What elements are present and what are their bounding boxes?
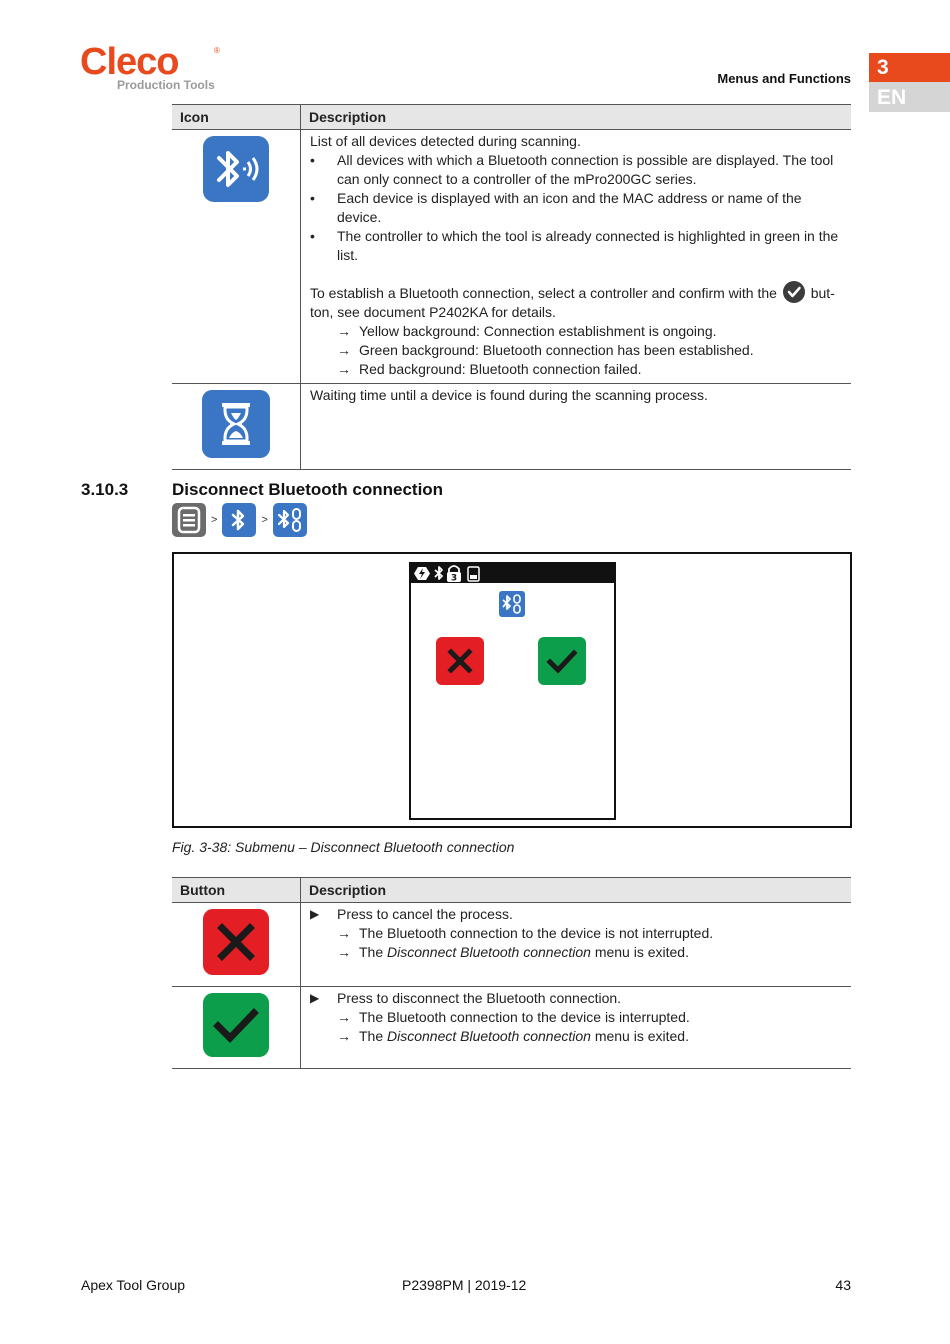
bluetooth-icon	[222, 503, 256, 537]
battery-icon	[468, 567, 479, 581]
svg-text:3: 3	[450, 573, 458, 583]
result-text: Green background: Bluetooth connection has been established.	[359, 342, 754, 358]
table-header-row	[172, 105, 851, 130]
description-cell	[301, 987, 852, 1069]
section-number: 3.10.3	[81, 480, 129, 499]
result-text: The Disconnect Bluetooth connection menu is exited.	[359, 1028, 689, 1044]
column-header-description: Description	[301, 105, 852, 130]
bluetooth-scan-icon	[203, 136, 269, 202]
arrow-mark: →	[337, 342, 351, 358]
action-triangle: ▶	[310, 991, 320, 1005]
result-text: The Disconnect Bluetooth connection menu is exited.	[359, 944, 689, 960]
result-text: Yellow background: Connection establishment is ongoing.	[359, 323, 717, 339]
column-header-icon: Icon	[172, 105, 301, 130]
result-text: The Bluetooth connection to the device is not interrupted.	[359, 925, 714, 941]
action-text: Press to cancel the process.	[337, 906, 513, 922]
cancel-x-icon	[436, 637, 484, 685]
column-header-button: Button	[172, 878, 301, 903]
action-item	[310, 989, 843, 1008]
logo-subtitle: Production Tools	[117, 78, 215, 92]
table-row	[172, 903, 851, 987]
check-button-icon	[783, 281, 805, 303]
bullet-mark: •	[310, 190, 315, 206]
list-item	[310, 322, 843, 341]
arrow-mark: →	[337, 361, 351, 377]
list-item	[310, 924, 843, 943]
icon-cell	[172, 987, 301, 1069]
arrow-mark: →	[337, 1009, 351, 1025]
confirm-text-after: but-ton, see document P2402KA for details.	[310, 285, 835, 320]
list-item	[310, 1008, 843, 1027]
bluetooth-disconnect-icon	[273, 503, 307, 537]
table-row	[172, 384, 851, 470]
section-title: Disconnect Bluetooth connection	[172, 480, 444, 499]
lightning-icon	[414, 567, 430, 580]
menu-path	[172, 503, 307, 537]
menu-icon	[172, 503, 206, 537]
footer-document-id: P2398PM | 2019-12	[402, 1277, 527, 1293]
arrow-mark: →	[337, 323, 351, 339]
language-tab: EN	[869, 82, 950, 112]
lock-3-icon	[447, 566, 461, 583]
running-header-title: Menus and Functions	[717, 71, 851, 86]
status-bar	[411, 564, 614, 583]
chapter-tab: 3	[869, 53, 950, 82]
confirm-button[interactable]	[538, 637, 586, 685]
cleco-logo	[80, 42, 230, 92]
hourglass-icon	[202, 390, 270, 458]
list-item	[310, 151, 843, 189]
confirm-check-icon	[203, 993, 269, 1057]
description-cell	[301, 903, 852, 987]
logo-wordmark: Cleco	[80, 41, 179, 83]
action-triangle: ▶	[310, 907, 320, 921]
icon-cell	[172, 130, 301, 384]
table-row	[172, 987, 851, 1069]
list-item	[310, 189, 843, 227]
confirm-check-icon	[538, 637, 586, 685]
bullet-text: The controller to which the tool is already connected is highlighted in green in the list.	[337, 228, 839, 263]
cancel-button[interactable]	[436, 637, 484, 685]
footer-page-number: 43	[835, 1277, 851, 1293]
action-item	[310, 905, 843, 924]
figure-caption: Fig. 3-38: Submenu – Disconnect Bluetooth connection	[172, 839, 515, 855]
arrow-mark: →	[337, 944, 351, 960]
logo-registered-mark: ®	[214, 46, 220, 55]
button-table	[172, 877, 851, 1069]
result-text: Red background: Bluetooth connection failed.	[359, 361, 642, 377]
waiting-description: Waiting time until a device is found during the scanning process.	[310, 387, 708, 403]
table-header-row	[172, 878, 851, 903]
bullet-mark: •	[310, 228, 315, 244]
result-text: The Bluetooth connection to the device is interrupted.	[359, 1009, 690, 1025]
path-separator: >	[261, 514, 268, 526]
list-item	[310, 360, 843, 379]
description-cell	[301, 384, 852, 470]
scan-list-intro: List of all devices detected during scanning.	[310, 133, 581, 149]
action-text: Press to disconnect the Bluetooth connection.	[337, 990, 622, 1006]
bullet-text: Each device is displayed with an icon and the MAC address or name of the device.	[337, 190, 802, 225]
confirm-text-before: To establish a Bluetooth connection, select a controller and confirm with the	[310, 285, 777, 301]
footer-company: Apex Tool Group	[81, 1277, 186, 1293]
bullet-text: All devices with which a Bluetooth connection is possible are displayed. The tool can only connect to a controller of the mPro200GC series.	[337, 152, 834, 187]
bluetooth-disconnect-icon	[499, 591, 525, 617]
icon-table	[172, 104, 851, 470]
path-separator: >	[211, 514, 218, 526]
list-item	[310, 1027, 843, 1046]
icon-cell	[172, 384, 301, 470]
list-item	[310, 341, 843, 360]
table-row	[172, 130, 851, 384]
bullet-mark: •	[310, 152, 315, 168]
list-item	[310, 943, 843, 962]
confirm-instruction	[310, 281, 843, 322]
device-screen	[409, 562, 616, 820]
cancel-x-icon	[203, 909, 269, 975]
arrow-mark: →	[337, 1028, 351, 1044]
list-item	[310, 227, 843, 265]
icon-cell	[172, 903, 301, 987]
bluetooth-icon	[435, 567, 442, 579]
description-cell	[301, 130, 852, 384]
arrow-mark: →	[337, 925, 351, 941]
column-header-description: Description	[301, 878, 852, 903]
